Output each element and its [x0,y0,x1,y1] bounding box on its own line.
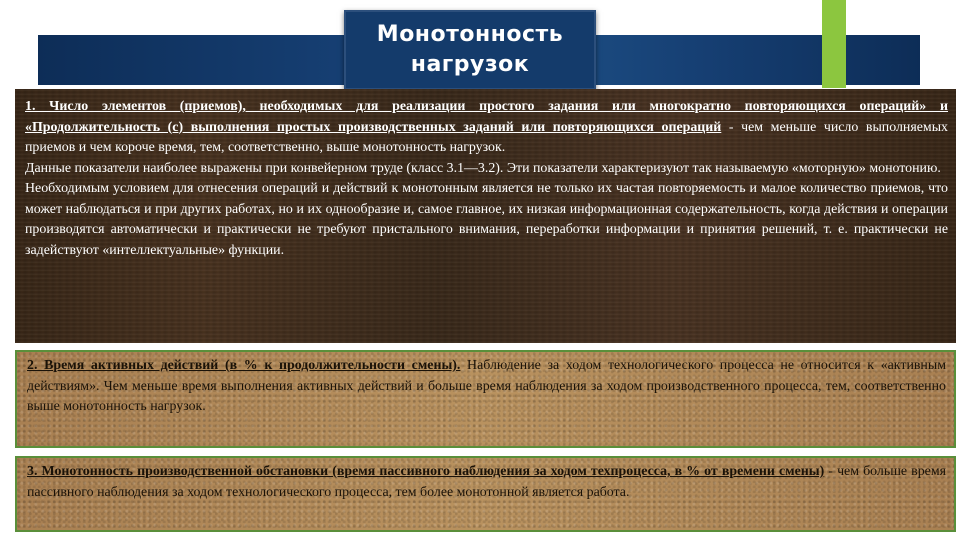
panel2-text: Наблюдение за ходом технологического процесса не относится к «активным действиям». Чем меньше время выполнения активных действий и больше время наблюдения за ходом производственного процесса, тем, соответственно выше монотонность нагрузок. [27,358,946,414]
panel3-paragraph [27,462,946,503]
panel-active-time [15,350,956,448]
title-box [344,10,596,90]
panel1-text: - чем меньше число выполняемых приемов и чем короче время, тем, соответственно, выше монотонность нагрузок. [25,119,948,155]
panel2-paragraph [27,356,946,418]
panel-environment-monotony [15,456,956,532]
slide-title: Монотонность нагрузок [376,22,564,77]
panel2-heading: 2. Время активных действий (в % к продолжительности смены). [27,358,461,373]
panel3-heading: 3. Монотонность производственной обстановки (время пассивного наблюдения за ходом техпроцесса, в % от времени смены) [27,464,825,479]
panel3-text: - чем больше время пассивного наблюдения за ходом технологического процесса, тем более монотонной является работа. [27,464,947,500]
panel-elements-count [15,89,956,343]
panel1-paragraph-3: Необходимым условием для отнесения операций и действий к монотонным является не только их частая повторяемость и малое количество приемов, что может наблюдаться и при других работах, но и их однообразие и, самое главное, их низкая информационная содержательность, когда действия и операции производятся автоматически и практически не требуют пристального внимания, переработки информации и принятия решений, т. е. практически не задействуют «интеллектуальные» функции. [25,181,948,258]
panel1-paragraph-2: Данные показатели наиболее выражены при конвейерном труде (класс 3.1—3.2). Эти показатели характеризуют так называемую «моторную» монотонию. [25,160,941,176]
panel1-paragraph-1 [25,97,948,159]
accent-bar [822,0,846,88]
panel1-heading: 1. Число элементов (приемов), необходимых для реализации простого задания или многократно повторяющихся операций» и «Продолжительность (с) выполнения простых производственных заданий или повторяющихся операций [25,99,948,135]
